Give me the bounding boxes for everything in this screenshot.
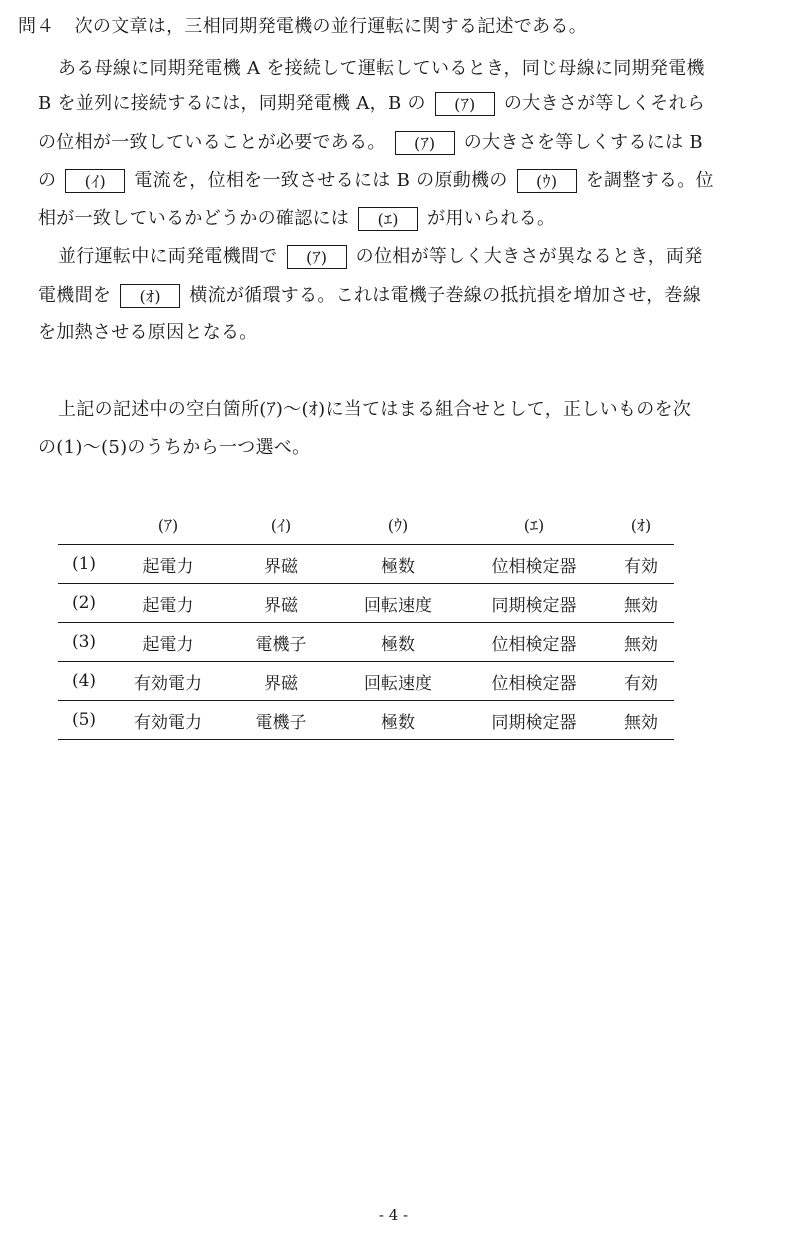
paragraph-2-line-1 [58, 244, 703, 270]
cell-a: 有効電力 [110, 701, 226, 740]
cell-o: 無効 [608, 701, 674, 740]
cell-e: 同期検定器 [460, 701, 608, 740]
question-heading [18, 14, 587, 40]
paragraph-1-line-1 [58, 56, 705, 82]
paragraph-1-line-3 [38, 130, 703, 156]
header-cell: (ｲ) [226, 504, 336, 545]
instruction-line-1 [58, 397, 691, 423]
choice-number: (1) [58, 545, 110, 584]
header-cell: (ｵ) [608, 504, 674, 545]
text-span: 電機間を [38, 285, 112, 306]
table-header-row [58, 504, 674, 545]
blank-a-box: (ｱ) [435, 92, 495, 116]
paragraph-1-line-2 [38, 91, 705, 117]
table-row [58, 662, 674, 701]
cell-e: 同期検定器 [460, 584, 608, 623]
text-span: B を並列に接続するには，同期発電機 A，B の [38, 93, 426, 114]
text-span: の [38, 170, 57, 191]
page-number: - 4 - [378, 1206, 409, 1224]
text-span: ある母線に同期発電機 A を接続して運転しているとき，同じ母線に同期発電機 [58, 58, 705, 79]
question-number: 問４ [18, 16, 55, 37]
cell-i: 電機子 [226, 623, 336, 662]
instruction-line-2 [38, 435, 310, 461]
text-span: の大きさが等しくそれら [503, 93, 706, 114]
question-intro: 次の文章は，三相同期発電機の並行運転に関する記述である。 [74, 16, 588, 37]
header-cell [58, 504, 110, 545]
cell-i: 界磁 [226, 662, 336, 701]
text-span: の(1)～(5)のうちから一つ選べ。 [38, 437, 311, 458]
choice-number: (3) [58, 623, 110, 662]
header-cell: (ｴ) [460, 504, 608, 545]
text-span: の位相が一致していることが必要である。 [38, 132, 386, 153]
paragraph-1-line-4 [38, 168, 714, 194]
paragraph-2-line-3 [38, 320, 258, 346]
table-row [58, 545, 674, 584]
cell-u: 回転速度 [336, 662, 460, 701]
header-cell: (ｱ) [110, 504, 226, 545]
choice-number: (5) [58, 701, 110, 740]
cell-e: 位相検定器 [460, 545, 608, 584]
cell-o: 有効 [608, 662, 674, 701]
text-span: 上記の記述中の空白箇所(ｱ)～(ｵ)に当てはまる組合せとして，正しいものを次 [58, 399, 692, 420]
table-row [58, 701, 674, 740]
text-span: の位相が等しく大きさが異なるとき，両発 [355, 246, 703, 267]
cell-i: 電機子 [226, 701, 336, 740]
cell-u: 極数 [336, 623, 460, 662]
cell-u: 回転速度 [336, 584, 460, 623]
table-row [58, 623, 674, 662]
text-span: を加熱させる原因となる。 [38, 322, 258, 343]
text-span: を調整する。位 [585, 170, 714, 191]
table-row [58, 584, 674, 623]
cell-i: 界磁 [226, 584, 336, 623]
text-span: の大きさを等しくするには B [463, 132, 703, 153]
text-span: 横流が循環する。これは電機子巻線の抵抗損を増加させ，巻線 [189, 285, 702, 306]
paragraph-1-line-5 [38, 206, 555, 232]
paragraph-2-line-2 [38, 283, 701, 309]
blank-i-box: (ｲ) [65, 169, 125, 193]
text-span: 相が一致しているかどうかの確認には [38, 208, 350, 229]
text-span: 並行運転中に両発電機間で [58, 246, 278, 267]
choice-number: (2) [58, 584, 110, 623]
answer-choices-table [58, 504, 674, 740]
text-span: が用いられる。 [427, 208, 556, 229]
blank-o-box: (ｵ) [120, 284, 180, 308]
choice-number: (4) [58, 662, 110, 701]
cell-i: 界磁 [226, 545, 336, 584]
cell-e: 位相検定器 [460, 623, 608, 662]
cell-o: 有効 [608, 545, 674, 584]
cell-a: 起電力 [110, 584, 226, 623]
cell-a: 起電力 [110, 623, 226, 662]
cell-a: 有効電力 [110, 662, 226, 701]
cell-o: 無効 [608, 623, 674, 662]
cell-o: 無効 [608, 584, 674, 623]
blank-e-box: (ｴ) [358, 207, 418, 231]
cell-u: 極数 [336, 545, 460, 584]
cell-u: 極数 [336, 701, 460, 740]
header-cell: (ｳ) [336, 504, 460, 545]
blank-u-box: (ｳ) [517, 169, 577, 193]
cell-e: 位相検定器 [460, 662, 608, 701]
text-span: 電流を，位相を一致させるには B の原動機の [134, 170, 508, 191]
blank-a-box: (ｱ) [395, 131, 455, 155]
blank-a-box: (ｱ) [287, 245, 347, 269]
cell-a: 起電力 [110, 545, 226, 584]
